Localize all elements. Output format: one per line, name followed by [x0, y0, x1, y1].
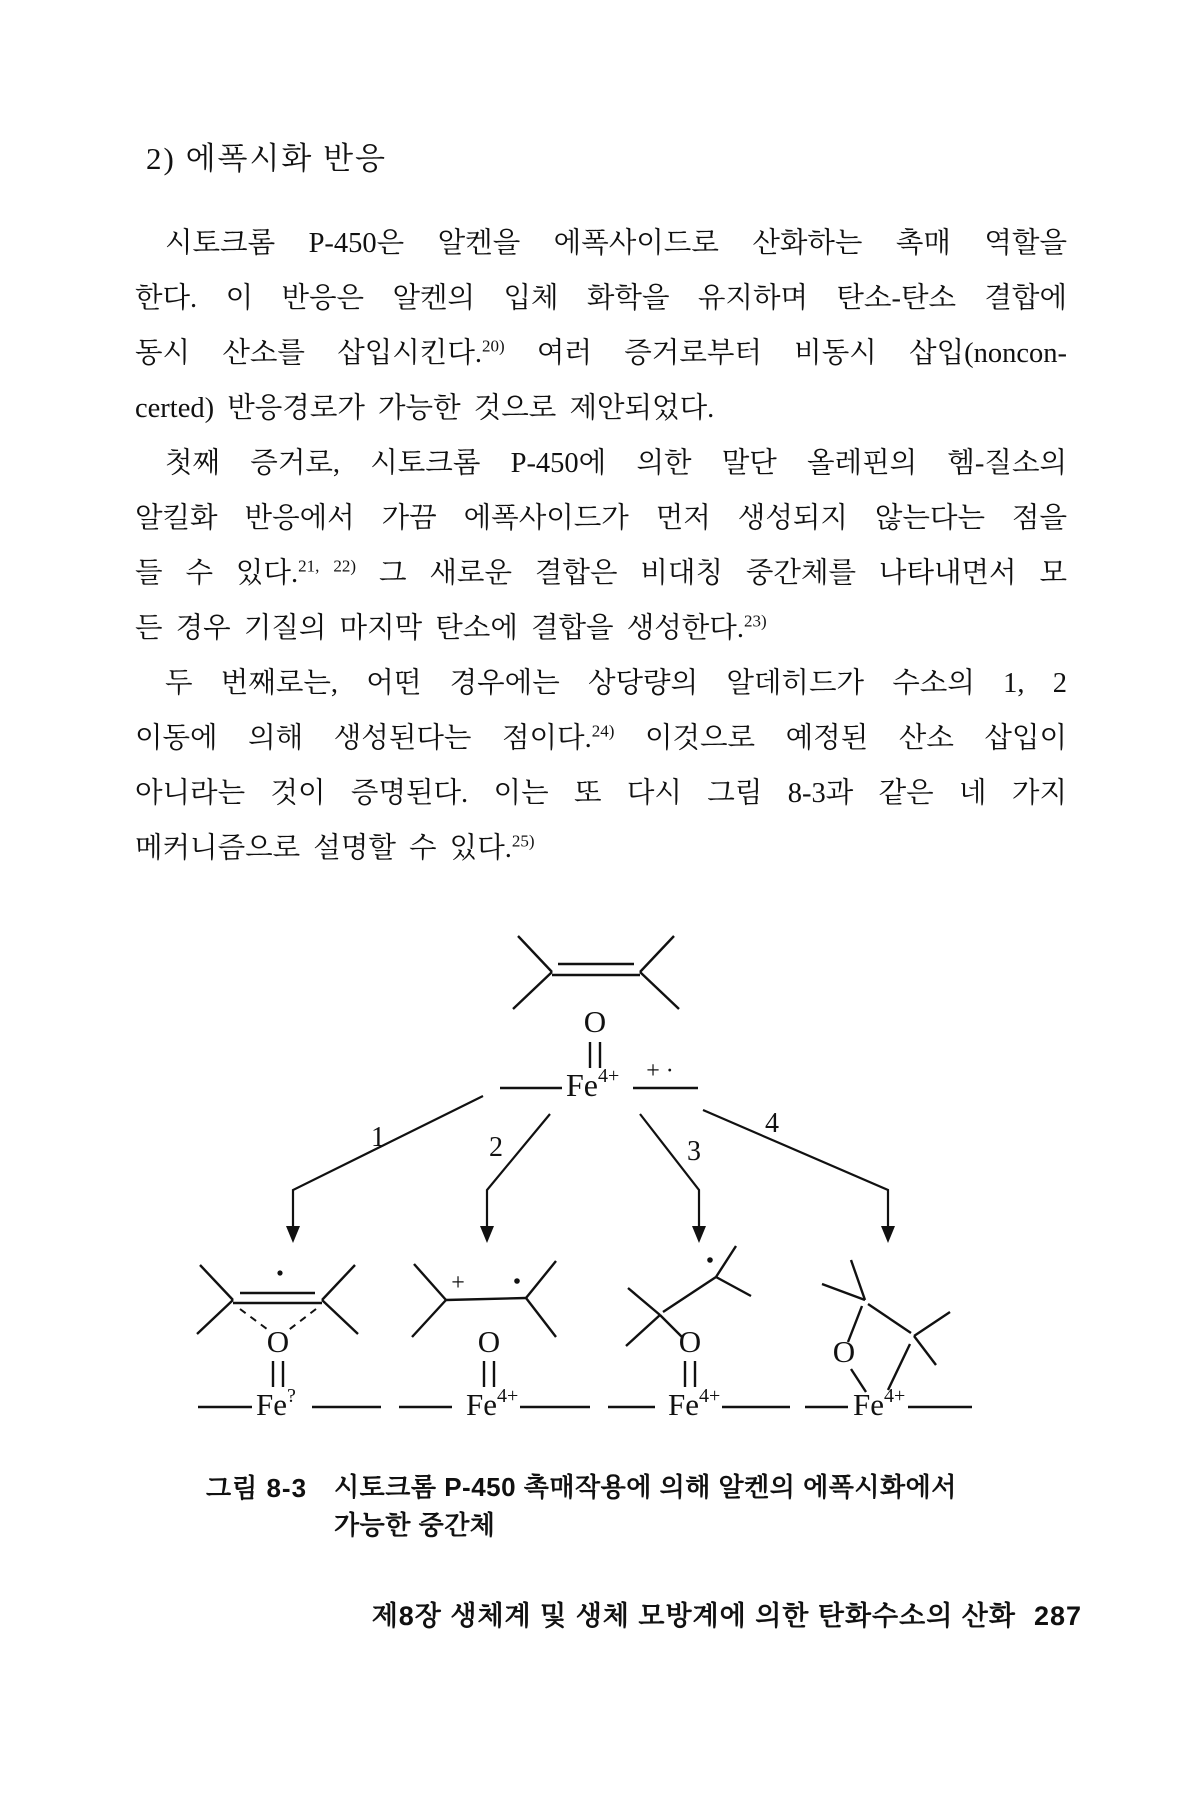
iron-label [566, 1065, 619, 1103]
oxygen-label: O [583, 1004, 607, 1039]
iron-label [466, 1385, 518, 1422]
bond [197, 1300, 233, 1334]
bond [446, 1298, 526, 1300]
text-run: 첫째 증거로, 시토크롬 P-450에 의한 말단 올레핀의 헴-질소의 [165, 448, 1068, 479]
footnote-reference: 24) [591, 721, 615, 741]
bond [640, 972, 679, 1009]
cation-plus-label: + [451, 1270, 465, 1296]
iron-label [256, 1385, 296, 1422]
bond [414, 1264, 446, 1300]
bond [518, 936, 552, 972]
body-text-line [135, 491, 1067, 546]
radical-cation-label: + · [646, 1058, 674, 1084]
body-text [135, 216, 1067, 876]
bond [412, 1300, 446, 1337]
text-run: 들 수 있다. [135, 558, 299, 589]
text-run: 두 번째로는, 어떤 경우에는 상당량의 알데히드가 수소의 1, 2 [165, 668, 1067, 699]
ring-bond [888, 1344, 910, 1390]
pathway-arrow-2 [480, 1114, 550, 1243]
alkene-substrate [513, 936, 679, 1009]
bond [626, 1315, 660, 1346]
body-text-line [135, 271, 1067, 326]
figure-caption-text [334, 1468, 957, 1544]
figure-8-3-diagram [0, 900, 1200, 1465]
footnote-reference: 25) [511, 831, 535, 851]
pathway-number: 4 [765, 1108, 779, 1139]
section-heading: 2) 에폭시화 반응 [146, 141, 387, 176]
arrowhead [286, 1226, 300, 1243]
iron-symbol: Fe [566, 1067, 598, 1103]
arrowhead [881, 1226, 895, 1243]
bond [526, 1298, 556, 1337]
running-title: 제8장 생체계 및 생체 모방계에 의한 탄화수소의 산화 [371, 1601, 1016, 1631]
bond [322, 1265, 355, 1300]
iron-charge: 4+ [884, 1385, 906, 1407]
bond [914, 1336, 936, 1365]
text-run: 한다. 이 반응은 알켄의 입체 화학을 유지하며 탄소-탄소 결합에 [135, 283, 1067, 314]
figure-caption-label: 그림 8-3 [206, 1473, 308, 1503]
bond [663, 1277, 716, 1312]
iron-charge: ? [287, 1385, 296, 1407]
pathway-arrow-3 [640, 1114, 706, 1243]
iron-charge: 4+ [497, 1385, 519, 1407]
text-run: 이것으로 예정된 산소 삽입이 [614, 723, 1068, 754]
bond [200, 1265, 233, 1300]
body-text-line [135, 656, 1067, 711]
text-run: 메커니즘으로 설명할 수 있다. [135, 833, 512, 864]
figure-caption-line2: 가능한 중간체 [334, 1510, 496, 1540]
bond [628, 1288, 660, 1315]
oxygen-label: O [832, 1334, 856, 1369]
pathway-arrow-1 [286, 1096, 483, 1243]
text-run: 그 새로운 결합은 비대칭 중간체를 나타내면서 모 [356, 558, 1068, 589]
body-text-line [135, 546, 1067, 601]
bond [716, 1277, 751, 1296]
text-run: 이동에 의해 생성된다는 점이다. [135, 723, 592, 754]
body-text-line [135, 381, 1067, 436]
oxygen-label: O [266, 1324, 290, 1359]
arrowhead [480, 1226, 494, 1243]
iron-symbol: Fe [853, 1387, 884, 1422]
bond [526, 1261, 556, 1298]
page-number: 287 [1033, 1601, 1082, 1631]
figure-caption-line1: 시토크롬 P-450 촉매작용에 의해 알켄의 에폭시화에서 [334, 1472, 957, 1502]
iron-symbol: Fe [256, 1387, 287, 1422]
pathway-number: 1 [371, 1122, 385, 1153]
bond [822, 1284, 865, 1300]
radical-dot [707, 1257, 713, 1263]
text-run: 아니라는 것이 증명된다. 이는 또 다시 그림 8-3과 같은 네 가지 [135, 778, 1067, 809]
bond [716, 1246, 736, 1277]
arrow-line [293, 1096, 483, 1230]
radical-dot [277, 1270, 282, 1275]
pathway-number: 3 [687, 1136, 701, 1167]
oxygen-label: O [678, 1324, 702, 1359]
pathway-arrow-4 [703, 1108, 895, 1243]
bond [868, 1304, 911, 1333]
intermediate-1-epoxide-complex [197, 1265, 358, 1422]
page-footer [372, 1594, 1082, 1633]
intermediate-2-cation-radical [412, 1261, 556, 1422]
arrow-line [703, 1110, 888, 1230]
body-text-line [135, 711, 1067, 766]
body-text-line [135, 821, 1067, 876]
text-run: certed) 반응경로가 가능한 것으로 제안되었다. [135, 393, 715, 424]
bond [513, 972, 552, 1009]
text-run: 시토크롬 P-450은 알켄을 에폭사이드로 산화하는 촉매 역할을 [165, 228, 1067, 259]
text-run: 알킬화 반응에서 가끔 에폭사이드가 먼저 생성되지 않는다는 점을 [135, 503, 1067, 534]
radical-dot [514, 1278, 520, 1284]
intermediate-4-metallaoxetane [822, 1260, 950, 1422]
bond [640, 936, 674, 972]
bond [914, 1312, 950, 1336]
arrow-line [640, 1114, 699, 1230]
body-text-line [135, 326, 1067, 381]
footnote-reference: 21, 22) [298, 556, 357, 576]
bond [851, 1260, 865, 1300]
text-run: 든 경우 기질의 마지막 탄소에 결합을 생성한다. [135, 613, 744, 644]
intermediate-3-carbon-radical [626, 1246, 751, 1422]
footnote-reference: 20) [481, 336, 505, 356]
iron-symbol: Fe [668, 1387, 699, 1422]
iron-symbol: Fe [466, 1387, 497, 1422]
body-text-line [135, 436, 1067, 491]
iron-label [853, 1385, 905, 1422]
dashed-bond [286, 1309, 316, 1332]
footnote-reference: 23) [743, 611, 767, 631]
body-text-line [135, 766, 1067, 821]
text-run: 동시 산소를 삽입시킨다. [135, 338, 482, 369]
oxygen-label: O [477, 1324, 501, 1359]
body-text-line [135, 216, 1067, 271]
iron-label [668, 1385, 720, 1422]
text-run: 여러 증거로부터 비동시 삽입(noncon- [504, 338, 1067, 369]
pathway-number: 2 [489, 1132, 503, 1163]
iron-charge: 4+ [598, 1065, 620, 1087]
oxo-iron-complex [500, 1004, 698, 1103]
arrowhead [692, 1226, 706, 1243]
body-text-line [135, 601, 1067, 656]
iron-charge: 4+ [699, 1385, 721, 1407]
bond [322, 1300, 358, 1334]
figure-caption [206, 1468, 1086, 1544]
